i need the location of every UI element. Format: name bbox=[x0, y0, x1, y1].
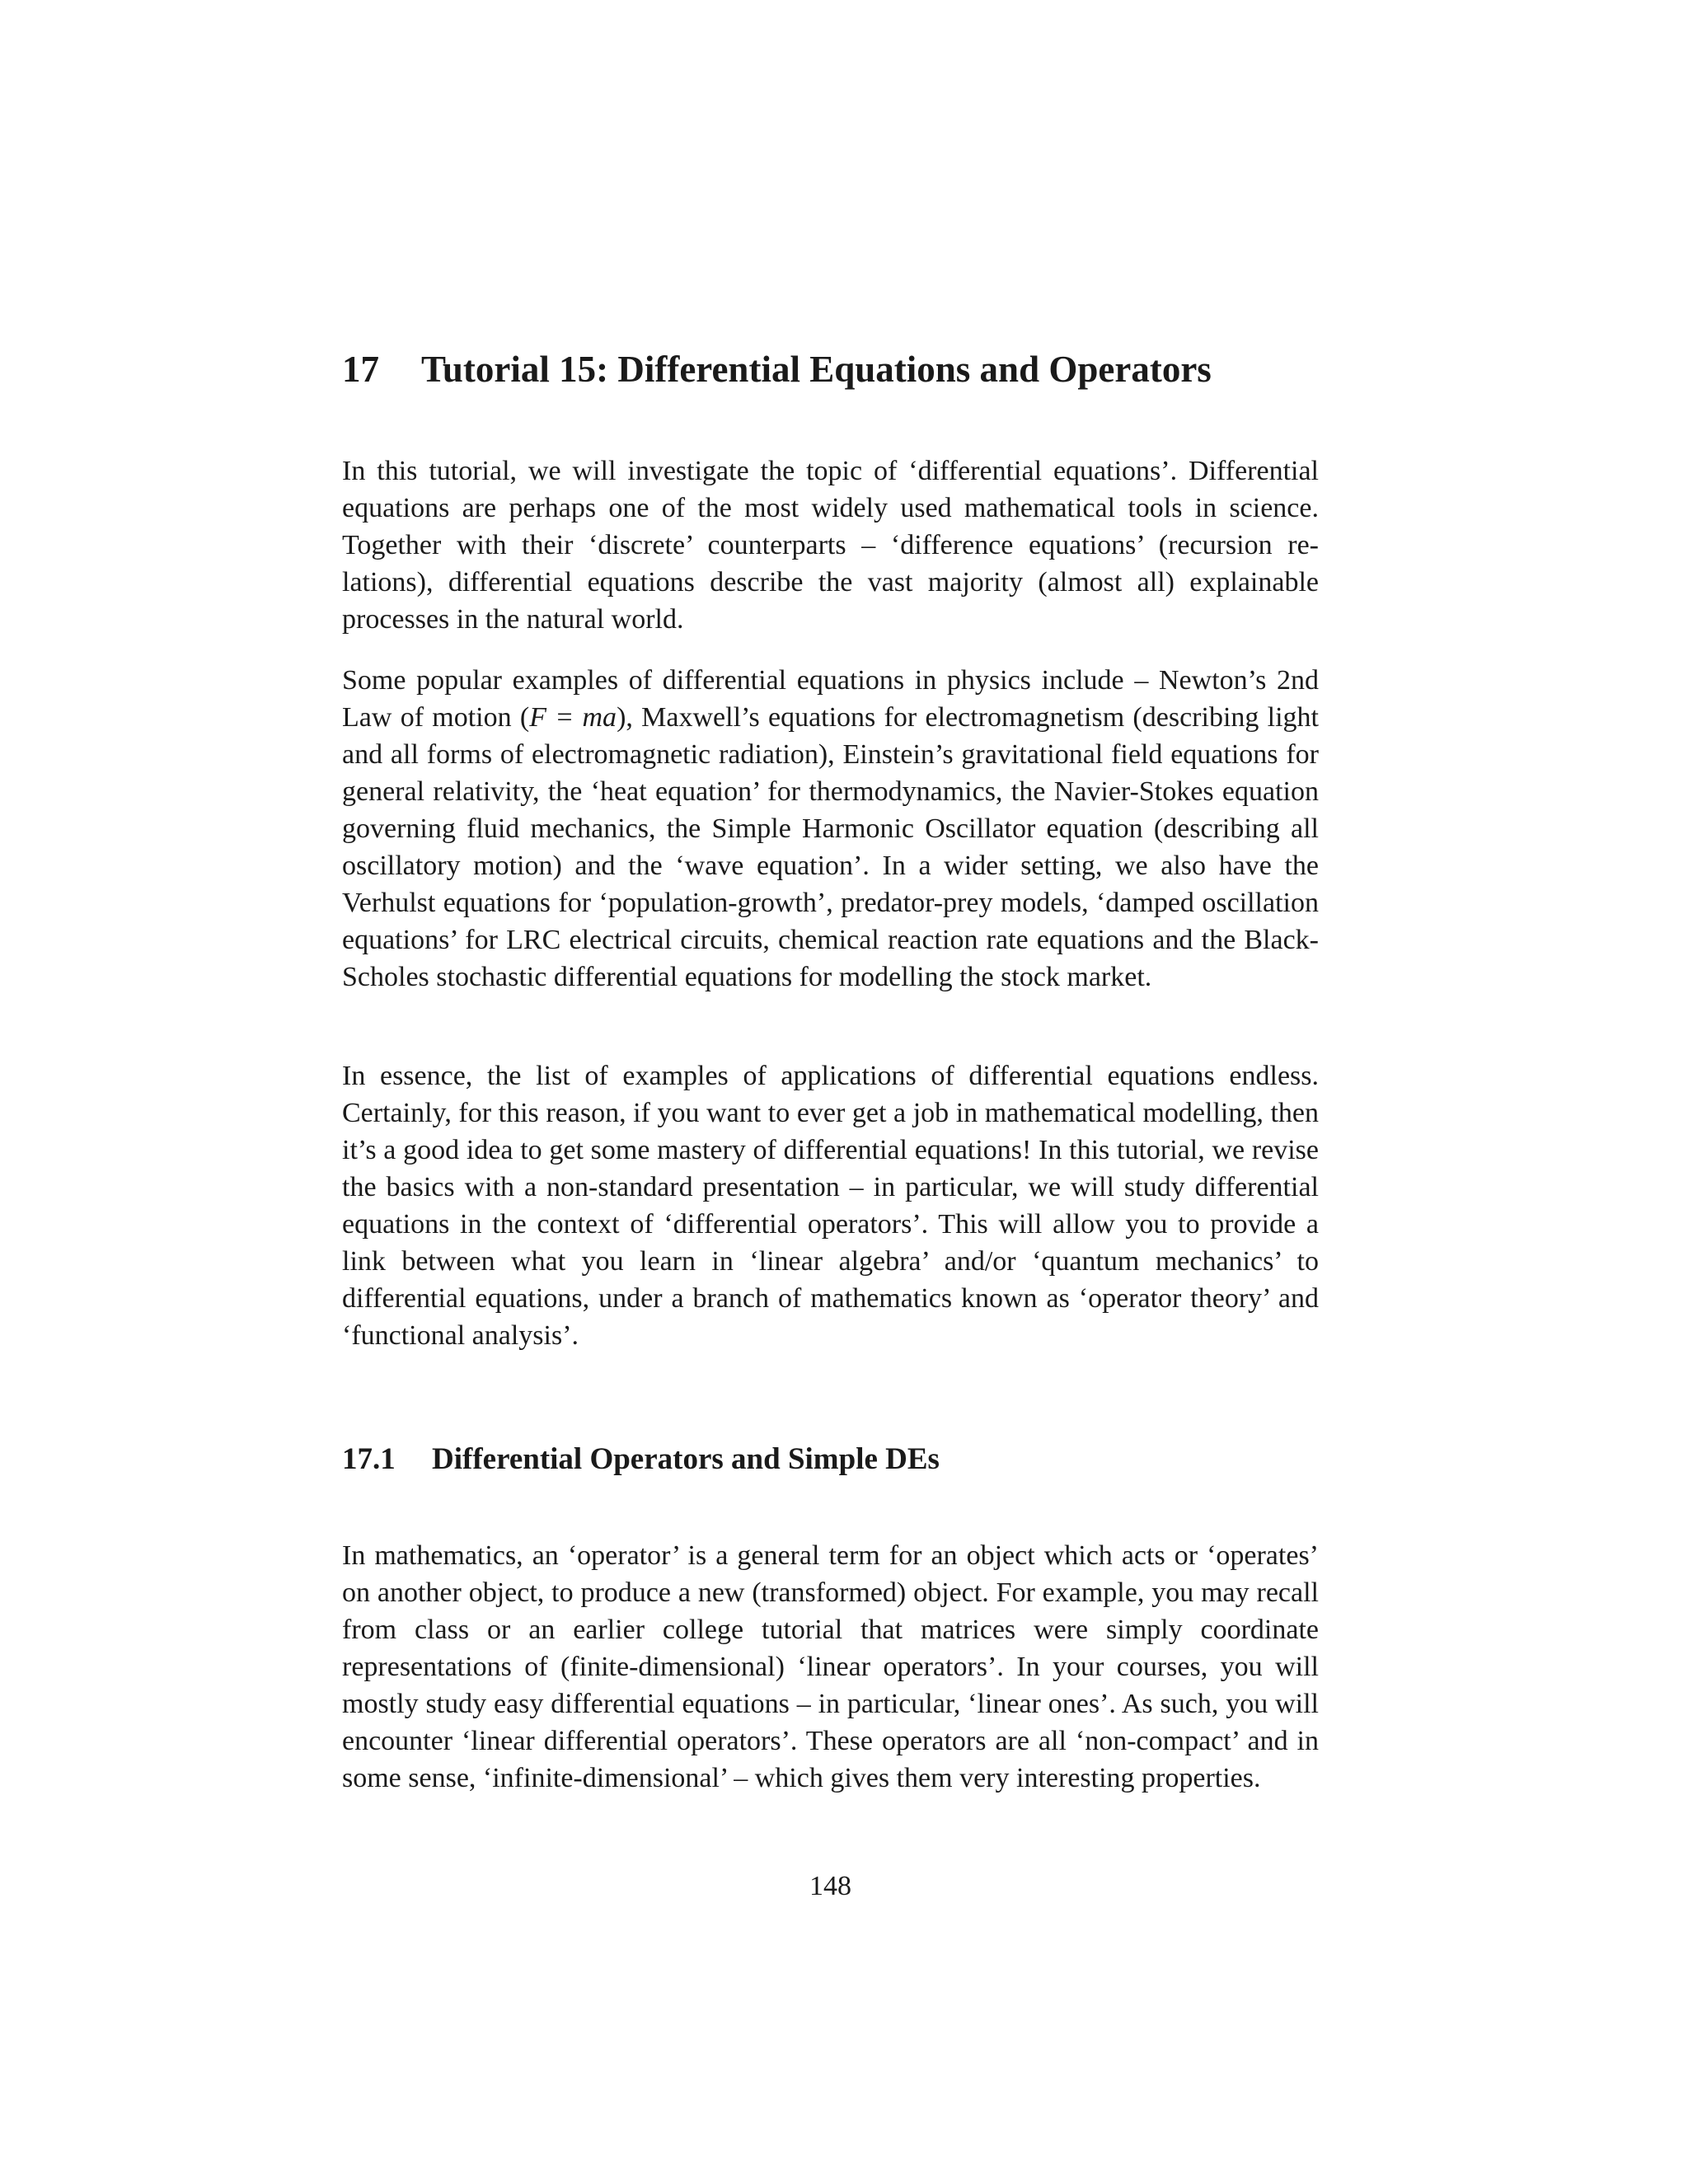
newton-equation: F = ma bbox=[529, 702, 617, 733]
section-number: 17.1 bbox=[342, 1442, 396, 1476]
chapter-heading bbox=[342, 346, 1319, 392]
chapter-title: Tutorial 15: Differential Equations and Operators bbox=[421, 349, 1212, 390]
operators-paragraph: In mathematics, an ‘operator’ is a general term for an object which acts or ‘operates’ on another object, to produce a new (transformed) object. For example, you may recall from class or an earlier college tutorial that matrices were simply coordinate representations of (finite-dimensional) ‘linear operators’. In your courses, you will mostly study easy differential equations – in particular, ‘linear ones’. As such, you will encounter ‘linear differential operators’. These operators are all ‘non-compact’ and in some sense, ‘infinite-dimensional’ – which gives them very interesting properties. bbox=[342, 1540, 1319, 1793]
page-number: 148 bbox=[809, 1871, 851, 1901]
examples-text-before: Some popular examples of differential equations in physics include – Newton’s 2nd Law of motion ( bbox=[342, 665, 1319, 733]
section-heading bbox=[342, 1440, 940, 1479]
section-title: Differential Operators and Simple DEs bbox=[432, 1442, 940, 1476]
document-page bbox=[342, 0, 1319, 2184]
examples-text-after: ), Maxwell’s equations for electromagnetism (describing light and all forms of electromagnetic radiation), Einstein’s gravitational field equations for general relativity, the ‘heat equation’ for thermodynamics, the Navier-Stokes equation governing fluid mechanics, the Simple Harmonic Oscillator equation (describing all oscillatory motion) and the ‘wave equation’. In a wider setting, we also have the Verhulst equations for ‘population-growth’, predator-prey models, ‘damped oscillation equations’ for LRC electrical circuits, chemical reaction rate equations and the Black-Scholes stochastic differential equations for modelling the stock market. bbox=[342, 702, 1320, 992]
chapter-number: 17 bbox=[342, 349, 379, 390]
essence-paragraph: In essence, the list of examples of applications of differential equations endless. Certainly, for this reason, if you want to ever get a job in mathematical modelling, then it’s a good idea to get some mastery of differential equations! In this tutorial, we revise the basics with a non-standard presentation – in particular, we will study differential equations in the context of ‘differential operators’. This will allow you to provide a link between what you learn in ‘linear algebra’ and/or ‘quantum mechanics’ to differential equations, under a branch of mathematics known as ‘operator theory’ and ‘functional analysis’. bbox=[342, 1061, 1319, 1351]
examples-paragraph bbox=[342, 662, 1319, 996]
intro-paragraph: In this tutorial, we will investigate the topic of ‘differential equations’. Differential equations are perhaps one of the most widely used mathematical tools in science. Together with their ‘discrete’ counterparts – ‘difference equations’ (recursion relations), differential equations describe the vast majority (almost all) explainable processes in the natural world. bbox=[342, 456, 1319, 635]
